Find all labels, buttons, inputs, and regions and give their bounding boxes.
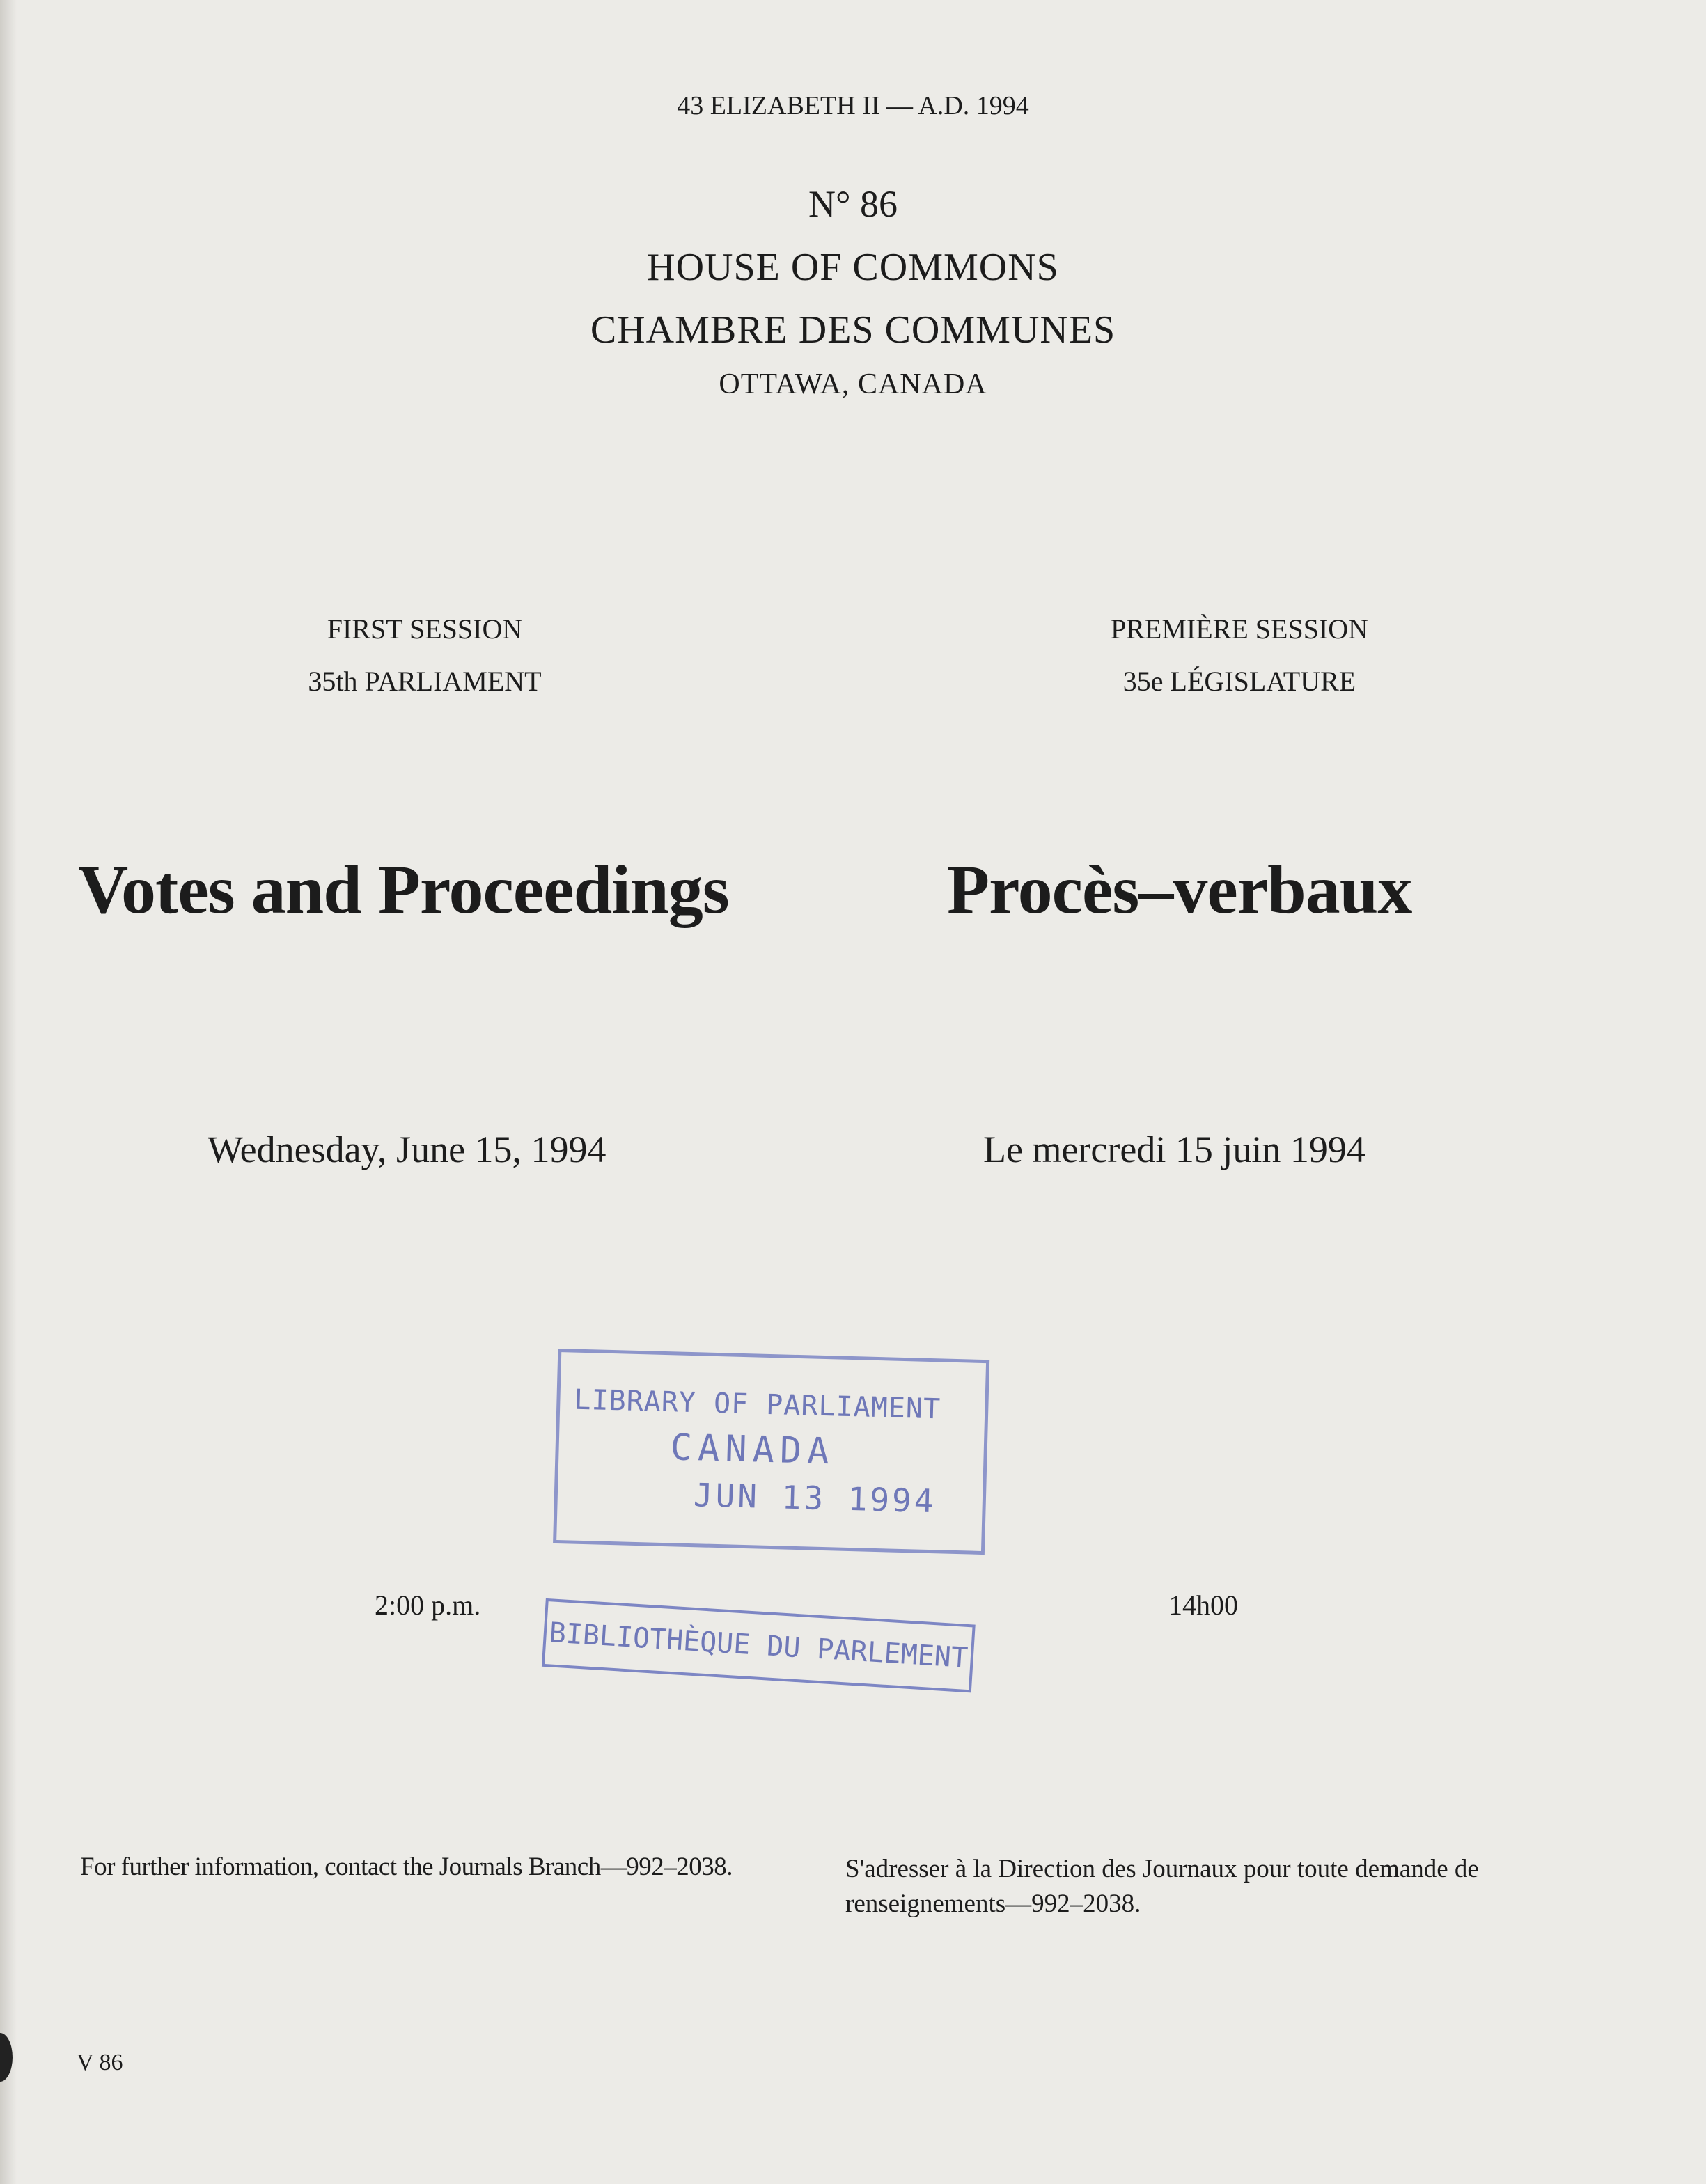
house-title-en: HOUSE OF COMMONS <box>647 246 1059 289</box>
library-stamp <box>542 1342 997 1702</box>
footer-contact-en: For further information, contact the Journals Branch—992–2038. <box>80 1853 733 1881</box>
title-en: Votes and Proceedings <box>78 851 729 928</box>
session-en: FIRST SESSION <box>327 613 523 645</box>
issue-number: N° 86 <box>808 183 898 225</box>
date-fr: Le mercredi 15 juin 1994 <box>983 1129 1365 1170</box>
title-fr: Procès–verbaux <box>947 851 1412 928</box>
city-line: OTTAWA, CANADA <box>719 368 987 400</box>
parliament-en: 35th PARLIAMENT <box>308 666 542 697</box>
page-number: V 86 <box>77 2050 123 2075</box>
footer-contact-fr: S'adresser à la Direction des Journaux pour toute demande de renseignements—992–2038. <box>845 1855 1479 1918</box>
stamp-line-2: CANADA <box>669 1427 836 1473</box>
session-fr: PREMIÈRE SESSION <box>1110 613 1369 645</box>
stamp-line-1: LIBRARY OF PARLIAMENT <box>573 1383 941 1426</box>
house-title-fr: CHAMBRE DES COMMUNES <box>590 308 1116 352</box>
stamp-bottom-label: BIBLIOTHÈQUE DU PARLEMENT <box>542 1598 976 1693</box>
reign-header: 43 ELIZABETH II — A.D. 1994 <box>677 91 1029 120</box>
time-en: 2:00 p.m. <box>375 1589 481 1621</box>
stamp-date: JUN 13 1994 <box>693 1476 937 1521</box>
parliament-fr: 35e LÉGISLATURE <box>1122 666 1356 697</box>
date-en: Wednesday, June 15, 1994 <box>208 1129 607 1170</box>
time-fr: 14h00 <box>1168 1589 1238 1621</box>
